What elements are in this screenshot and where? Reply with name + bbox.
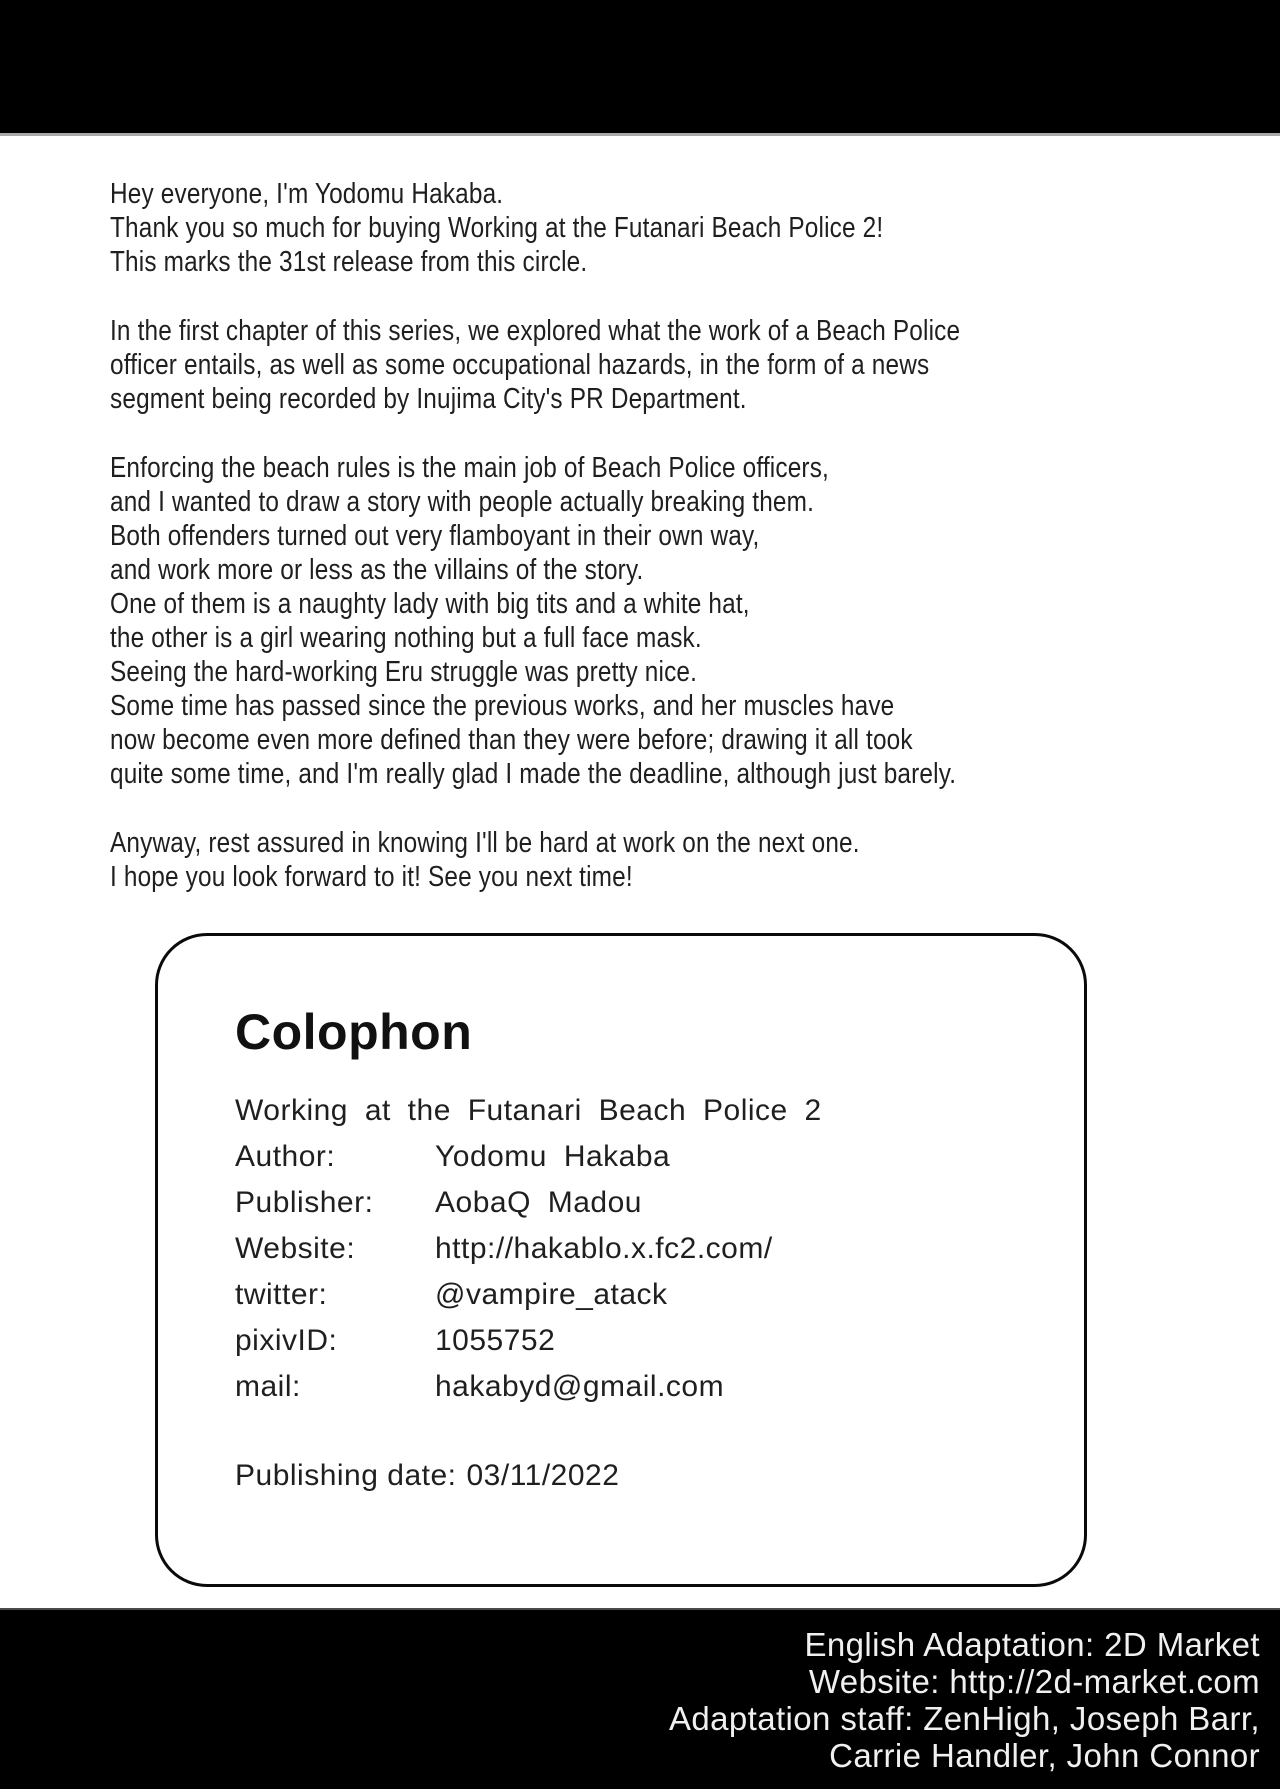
- colophon-row-publisher: [235, 1180, 1054, 1226]
- paragraph-closing: [110, 826, 1278, 894]
- text-line: now become even more defined than they were before; drawing it all took: [110, 724, 913, 756]
- colophon-book-title: Working at the Futanari Beach Police 2: [235, 1094, 822, 1127]
- text-line: Both offenders turned out very flamboyant in their own way,: [110, 520, 760, 552]
- colophon-rows: [235, 1134, 1054, 1410]
- colophon-content: [158, 1004, 1084, 1499]
- row-label: pixivID:: [235, 1324, 338, 1357]
- footer-line-staff-2: Carrie Handler, John Connor: [829, 1737, 1260, 1774]
- colophon-row-author: [235, 1134, 1054, 1180]
- paragraph-intro: [110, 177, 1278, 279]
- top-black-bar: [0, 0, 1280, 136]
- footer-credits-bar: [0, 1608, 1280, 1789]
- footer-line-staff-1: Adaptation staff: ZenHigh, Joseph Barr,: [668, 1700, 1260, 1737]
- text-line: the other is a girl wearing nothing but a full face mask.: [110, 622, 702, 654]
- paragraph-first-chapter: [110, 314, 1278, 416]
- footer-line-adaptation: English Adaptation: 2D Market: [804, 1626, 1260, 1663]
- text-line: Enforcing the beach rules is the main job of Beach Police officers,: [110, 452, 830, 484]
- paragraph-story-notes: [110, 451, 1278, 791]
- publishing-date-label: Publishing date:: [235, 1459, 457, 1492]
- row-label: twitter:: [235, 1278, 328, 1311]
- row-value: AobaQ Madou: [435, 1186, 642, 1219]
- afterword-text: [110, 177, 1278, 894]
- text-line: One of them is a naughty lady with big tits and a white hat,: [110, 588, 750, 620]
- text-line: and I wanted to draw a story with people actually breaking them.: [110, 486, 815, 518]
- row-label: mail:: [235, 1370, 301, 1403]
- footer-line-website: Website: http://2d-market.com: [808, 1663, 1260, 1700]
- row-label: Author:: [235, 1140, 336, 1173]
- text-line: In the first chapter of this series, we explored what the work of a Beach Police: [110, 315, 961, 347]
- row-value: hakabyd@gmail.com: [435, 1370, 725, 1403]
- text-line: officer entails, as well as some occupational hazards, in the form of a news: [110, 349, 930, 381]
- publishing-date: [235, 1453, 1054, 1499]
- text-line: Thank you so much for buying Working at the Futanari Beach Police 2!: [110, 212, 884, 244]
- text-line: Seeing the hard-working Eru struggle was pretty nice.: [110, 656, 698, 688]
- row-label: Website:: [235, 1232, 356, 1265]
- row-value: @vampire_atack: [435, 1278, 668, 1311]
- colophon-heading: Colophon: [235, 1004, 473, 1060]
- colophon-row-pixiv: [235, 1318, 1054, 1364]
- text-line: and work more or less as the villains of the story.: [110, 554, 644, 586]
- row-label: Publisher:: [235, 1186, 374, 1219]
- row-value: Yodomu Hakaba: [435, 1140, 671, 1173]
- colophon-row-mail: [235, 1364, 1054, 1410]
- colophon-box: [155, 933, 1087, 1587]
- text-line: Anyway, rest assured in knowing I'll be hard at work on the next one.: [110, 827, 860, 859]
- row-value: http://hakablo.x.fc2.com/: [435, 1232, 773, 1265]
- colophon-row-twitter: [235, 1272, 1054, 1318]
- text-line: This marks the 31st release from this circle.: [110, 246, 588, 278]
- publishing-date-value: 03/11/2022: [466, 1459, 620, 1492]
- colophon-row-website: [235, 1226, 1054, 1272]
- text-line: I hope you look forward to it! See you next time!: [110, 861, 633, 893]
- row-value: 1055752: [435, 1324, 556, 1357]
- text-line: Some time has passed since the previous works, and her muscles have: [110, 690, 895, 722]
- text-line: segment being recorded by Inujima City's PR Department.: [110, 383, 747, 415]
- text-line: Hey everyone, I'm Yodomu Hakaba.: [110, 178, 504, 210]
- text-line: quite some time, and I'm really glad I made the deadline, although just barely.: [110, 758, 957, 790]
